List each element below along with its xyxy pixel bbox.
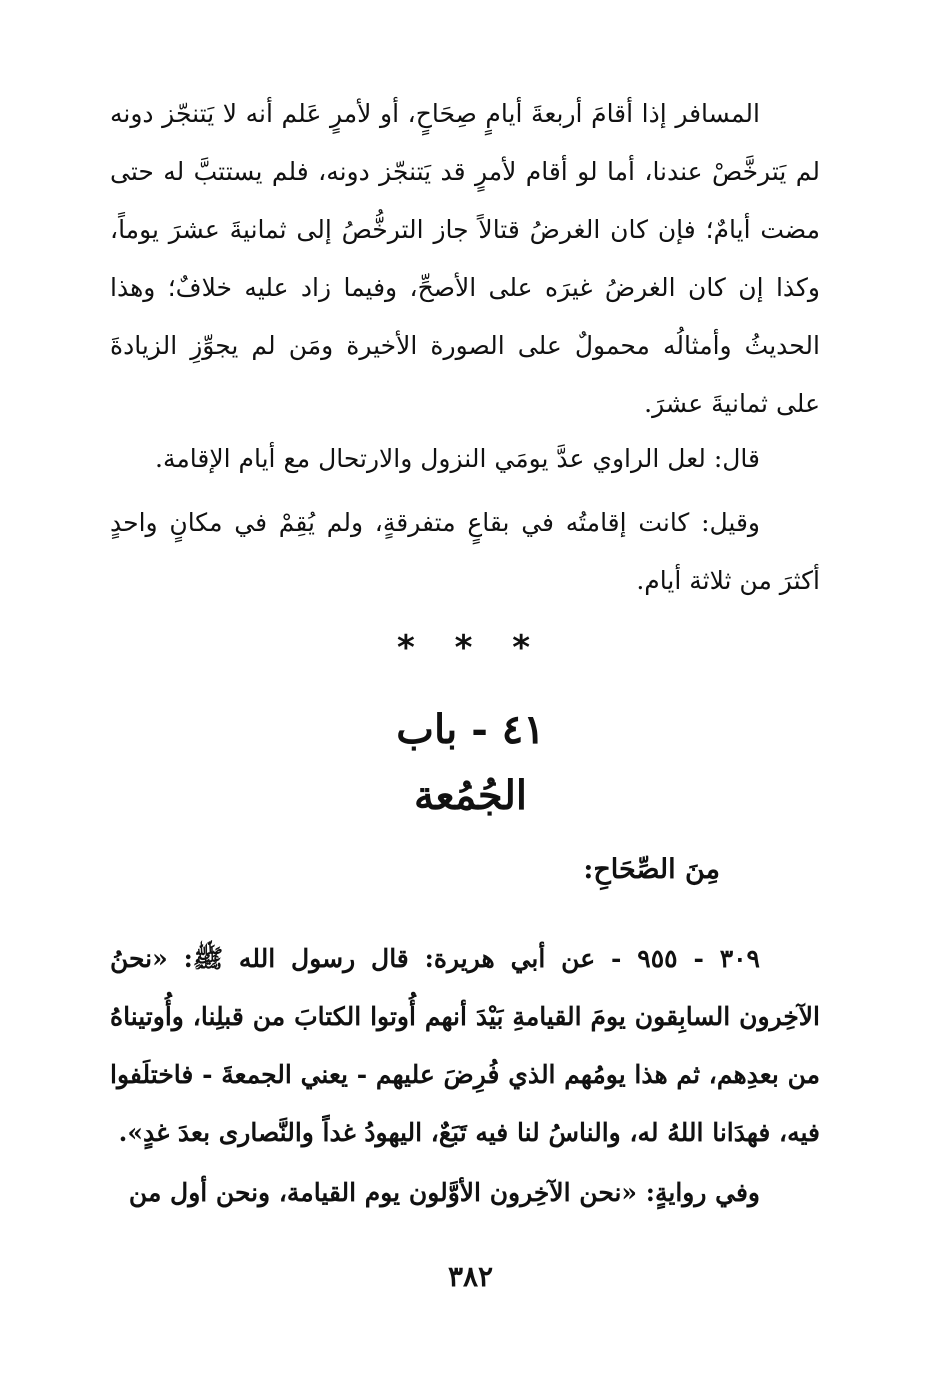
paragraph-commentary-2: قال: لعل الراوي عدَّ يومَي النزول والارتحال مع أيام الإقامة. (155, 444, 760, 473)
paragraph-commentary-3: وقيل: كانت إقامتُه في بقاعٍ متفرقةٍ، ولم يُقِمْ في مكانٍ واحدٍ أكثرَ من ثلاثة أيام. (110, 508, 820, 595)
chapter-title: الجُمُعة (414, 772, 527, 819)
hadith-text: ٣٠٩ - ٩٥٥ - عن أبي هريرة: قال رسول الله ﷺ: «نحنُ الآخِرون السابِقون يومَ القيامةِ بَيْدَ أنهم أُوتوا الكتابَ من قبلِنا، وأُوتيناهُ من بعدِهم، ثم هذا يومُهم الذي فُرِضَ عليهم - يعني الجمعةَ - فاختلَفوا فيه، فهدَانا اللهُ له، والناسُ لنا فيه تَبَعٌ، اليهودُ غداً والنَّصارى بعدَ غدٍ». (110, 944, 820, 1147)
section-separator: * * * (396, 628, 544, 668)
section-heading (110, 845, 820, 895)
chapter-number: ٤١ - باب (396, 706, 545, 753)
section-heading-text: مِنَ الصِّحَاحِ: (583, 854, 720, 885)
page-number: ٣٨٢ (447, 1260, 494, 1293)
paragraph-commentary-1: المسافر إذا أقامَ أربعةَ أيامٍ صِحَاحٍ، أو لأمرٍ عَلم أنه لا يَتنجّز دونه لم يَترخَّصْ عندنا، أما لو أقام لأمرٍ قد يَتنجّز دونه، فلم يستتبَّ له حتى مضت أيامٌ؛ فإن كان الغرضُ قتالاً جاز الترخُّصُ إلى ثمانيةَ عشرَ يوماً، وكذا إن كان الغرضُ غيرَه على الأصحِّ، وفيما زاد عليه خلافٌ؛ وهذا الحديثُ وأمثالُه محمولٌ على الصورة الأخيرة ومَن لم يجوِّزِ الزيادةَ على ثمانيةَ عشرَ. (110, 99, 820, 418)
riwaya-text: وفي روايةٍ: «نحن الآخِرون الأوَّلون يوم القيامة، ونحن أول من (128, 1178, 760, 1207)
